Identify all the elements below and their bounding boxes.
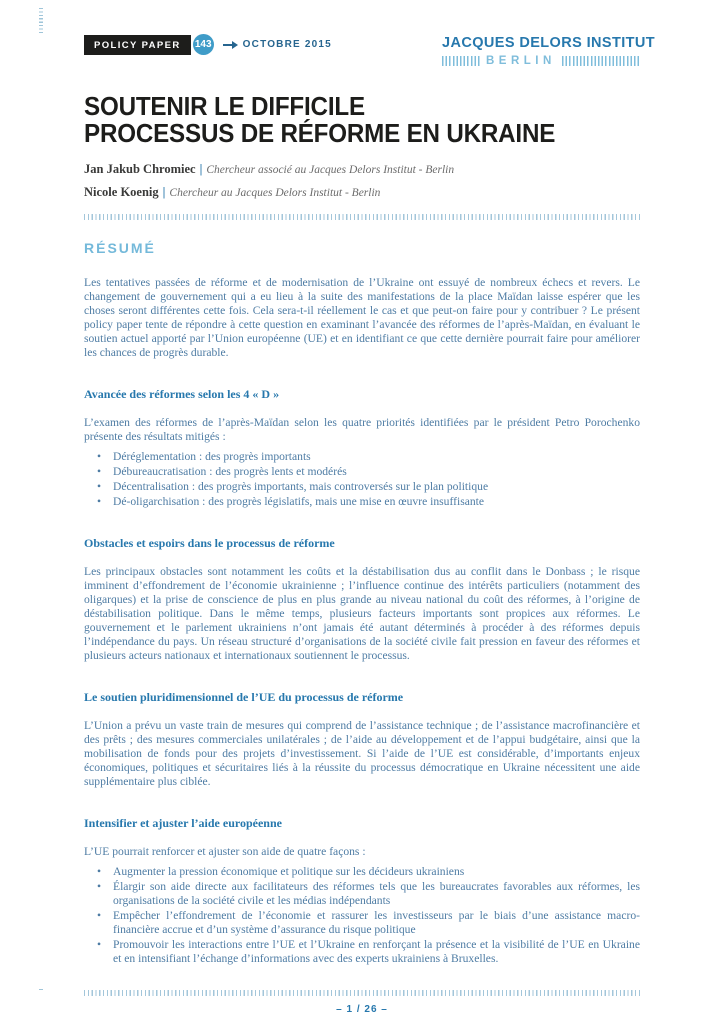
authors-block [0, 147, 724, 200]
institute-city-row [442, 55, 640, 67]
page-number: – 1 / 26 – [336, 1004, 388, 1015]
bullet-text: Décentralisation : des progrès importants, mais controversés sur le plan politique [113, 480, 489, 493]
author-line-1 [84, 162, 640, 177]
paragraph-eu-support: L’Union a prévu un vaste train de mesures qui comprend de l’assistance technique ; de l’assistance macrofinancière et des prêts ; des mesures commerciales unilatérales ; de l’aide au développement et de l’appui budgétaire, ainsi que la mobilisation de fonds pour des projets d’investissement. Si l’aide de l’UE est considérable, d’importants enjeux économiques, politiques et sécuritaires liés à la réussite du processus démocratique en Ukraine nécessitent une aide supplémentaire plus ciblée. [84, 719, 640, 788]
bullet-item [84, 495, 640, 509]
page-footer [0, 990, 724, 1015]
subheading-eu-support: Le soutien pluridimensionnel de l’UE du processus de réforme [84, 690, 404, 704]
bullet-text: Promouvoir les interactions entre l’UE et l’Ukraine en renforçant la présence et la visibilité de l’UE en Ukraine et en intensifiant l’échange d’informations avec des experts ukrainiens à Bruxelles. [113, 938, 640, 965]
author-separator: | [199, 162, 203, 176]
paragraph-obstacles: Les principaux obstacles sont notamment les coûts et la déstabilisation dus au conflit dans le Donbass ; le risque imminent d’effondrement de l’économie ukrainienne ; l’influence continue des intérêts particuliers (notamment des oligarques) et la prise de conscience de plus en plus grande au niveau national du coût des réformes, à l’origine de déstabilisation politique. Dans le même temps, plusieurs facteurs importants sont propices aux réformes. Le gouvernement et le parlement ukrainiens n’ont jamais été autant déterminés à procéder à des réformes depuis l’indépendance du pays. Un réseau structuré d’organisations de la société civile fait pression en faveur des réformes et plusieurs acteurs nationaux et internationaux soutiennent le processus. [84, 565, 640, 662]
bullet-item [84, 465, 640, 479]
bullet-list-intensify-aid [84, 865, 640, 966]
barcode-decoration-left [442, 56, 480, 66]
paper-title-line-1: SOUTENIR LE DIFFICILE [84, 91, 365, 121]
subheading-reform-progress: Avancée des réformes selon les 4 « D » [84, 387, 280, 401]
resume-heading: RÉSUMÉ [84, 240, 156, 256]
masthead [0, 0, 724, 67]
institute-logo [442, 35, 656, 67]
author-name: Jan Jakub Chromiec [84, 162, 196, 176]
author-separator: | [162, 185, 166, 199]
author-role: Chercheur au Jacques Delors Institut - Berlin [169, 187, 381, 199]
barcode-decoration-right [562, 56, 640, 66]
subheading-obstacles: Obstacles et espoirs dans le processus de réforme [84, 536, 335, 550]
paragraph-reform-progress: L’examen des réformes de l’après-Maïdan selon les quatre priorités identifiées par le président Petro Porochenko présente des résultats mitigés : [84, 416, 640, 443]
paragraph-intensify-aid: L’UE pourrait renforcer et ajuster son aide de quatre façons : [84, 845, 366, 858]
bullet-list-reform-progress [84, 450, 640, 509]
issue-info-row [84, 34, 332, 55]
bullet-item [84, 909, 640, 937]
paper-title [0, 67, 724, 147]
author-name: Nicole Koenig [84, 185, 159, 199]
bullet-text: Empêcher l’effondrement de l’économie et rassurer les investisseurs par le biais d’une assistance macro-financière accrue et d’un système d’assurance du risque politique [113, 909, 640, 936]
author-line-2 [84, 185, 640, 200]
paper-title-line-2: PROCESSUS DE RÉFORME EN UKRAINE [84, 118, 556, 148]
subheading-intensify-aid: Intensifier et ajuster l’aide européenne [84, 816, 282, 830]
series-badge: POLICY PAPER [84, 35, 191, 55]
bullet-text: Élargir son aide directe aux facilitateurs des réformes tels que les bureaucrates favorables aux réformes, les organisations de la société civile et les médias indépendants [113, 880, 640, 907]
bullet-item [84, 480, 640, 494]
arrow-line [223, 44, 232, 46]
bullet-text: Dé-oligarchisation : des progrès législatifs, mais une mise en œuvre insuffisante [113, 495, 485, 508]
arrow-right-icon [223, 41, 238, 49]
institute-name: JACQUES DELORS INSTITUT [442, 35, 656, 51]
paragraph-intro: Les tentatives passées de réforme et de modernisation de l’Ukraine ont essuyé de nombreux échecs et revers. Le changement de gouvernement qui a eu lieu à la suite des manifestations de la place Maïdan laisse espérer que les choses seront différentes cette fois. Cela sera-t-il réellement le cas et que peut-on faire pour y contribuer ? Le présent policy paper tente de répondre à cette question en examinant l’avancée des réformes de l’après-Maïdan, en évaluant le soutien actuel apporté par l’Union européenne (UE) et en identifiant ce que cette dernière pourrait faire pour améliorer les chances de progrès durable. [84, 276, 640, 359]
bullet-text: Déréglementation : des progrès importants [113, 450, 311, 463]
bullet-text: Débureaucratisation : des progrès lents et modérés [113, 465, 347, 478]
issue-number-badge: 143 [193, 34, 214, 55]
institute-city: BERLIN [486, 55, 556, 67]
dotted-separator-bottom [84, 990, 640, 996]
arrow-head [232, 41, 238, 49]
bullet-item [84, 938, 640, 966]
bullet-text: Augmenter la pression économique et politique sur les décideurs ukrainiens [113, 865, 465, 878]
crop-mark-top-left [39, 8, 43, 35]
issue-date: OCTOBRE 2015 [242, 39, 332, 50]
resume-section [0, 220, 724, 966]
bullet-item [84, 450, 640, 464]
bullet-item [84, 865, 640, 879]
author-role: Chercheur associé au Jacques Delors Institut - Berlin [206, 164, 455, 176]
bullet-item [84, 880, 640, 908]
